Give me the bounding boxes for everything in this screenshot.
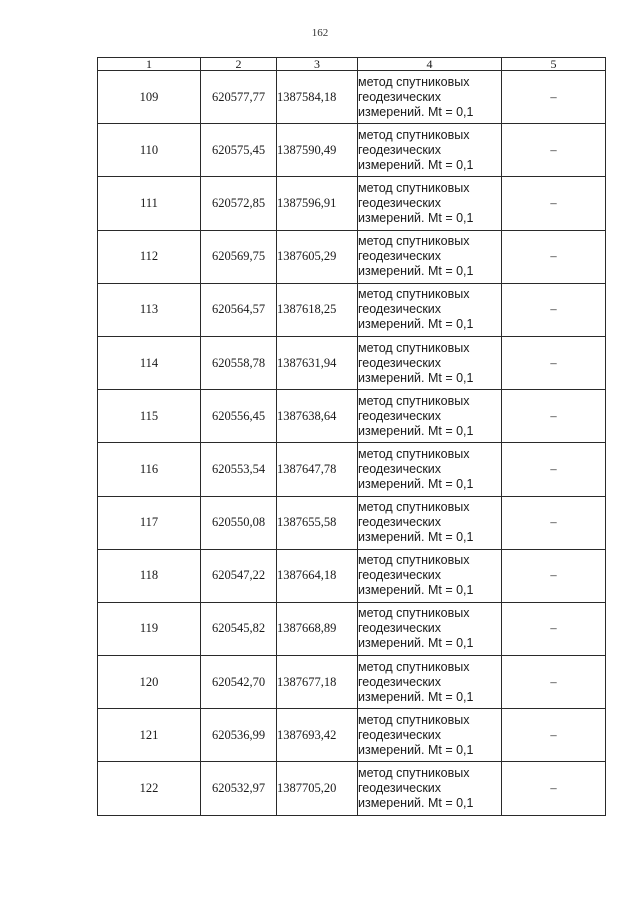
y-coordinate-cell: 1387618,25 — [277, 283, 358, 336]
method-cell — [358, 71, 502, 124]
x-coordinate-cell: 620542,70 — [201, 656, 277, 709]
table-row — [98, 656, 606, 709]
table-row — [98, 283, 606, 336]
method-line: геодезических — [358, 674, 442, 689]
table-row — [98, 602, 606, 655]
y-coordinate-cell: 1387605,29 — [277, 230, 358, 283]
method-line: измерений. Mt = 0,1 — [358, 636, 474, 651]
x-coordinate-cell: 620577,77 — [201, 71, 277, 124]
method-line: метод спутниковых — [358, 127, 470, 142]
header-cell-4: 4 — [358, 58, 502, 71]
x-coordinate-cell: 620553,54 — [201, 443, 277, 496]
method-line: метод спутниковых — [358, 340, 470, 355]
note-cell: – — [502, 709, 606, 762]
point-number-cell: 122 — [98, 762, 201, 815]
point-number-cell: 112 — [98, 230, 201, 283]
method-line: метод спутниковых — [358, 287, 470, 302]
table-row — [98, 124, 606, 177]
method-line: геодезических — [358, 302, 442, 317]
method-line: метод спутниковых — [358, 500, 470, 515]
method-line: измерений. Mt = 0,1 — [358, 796, 474, 811]
table-row — [98, 443, 606, 496]
header-cell-5: 5 — [502, 58, 606, 71]
method-cell — [358, 230, 502, 283]
y-coordinate-cell: 1387668,89 — [277, 602, 358, 655]
method-line: метод спутниковых — [358, 606, 470, 621]
method-line: метод спутниковых — [358, 393, 470, 408]
y-coordinate-cell: 1387590,49 — [277, 124, 358, 177]
x-coordinate-cell: 620556,45 — [201, 390, 277, 443]
note-cell: – — [502, 390, 606, 443]
y-coordinate-cell: 1387677,18 — [277, 656, 358, 709]
header-cell-1: 1 — [98, 58, 201, 71]
method-line: метод спутниковых — [358, 659, 470, 674]
x-coordinate-cell: 620550,08 — [201, 496, 277, 549]
method-cell — [358, 709, 502, 762]
method-line: измерений. Mt = 0,1 — [358, 264, 474, 279]
point-number-cell: 116 — [98, 443, 201, 496]
point-number-cell: 115 — [98, 390, 201, 443]
method-line: геодезических — [358, 89, 442, 104]
table-row — [98, 390, 606, 443]
table-row — [98, 549, 606, 602]
method-line: измерений. Mt = 0,1 — [358, 104, 474, 119]
method-line: метод спутниковых — [358, 553, 470, 568]
table-row — [98, 496, 606, 549]
point-number-cell: 110 — [98, 124, 201, 177]
note-cell: – — [502, 230, 606, 283]
method-line: измерений. Mt = 0,1 — [358, 157, 474, 172]
note-cell: – — [502, 443, 606, 496]
method-cell — [358, 762, 502, 815]
method-line: измерений. Mt = 0,1 — [358, 530, 474, 545]
point-number-cell: 111 — [98, 177, 201, 230]
table-row — [98, 762, 606, 815]
note-cell: – — [502, 71, 606, 124]
method-line: измерений. Mt = 0,1 — [358, 689, 474, 704]
point-number-cell: 114 — [98, 336, 201, 389]
method-cell — [358, 549, 502, 602]
y-coordinate-cell: 1387596,91 — [277, 177, 358, 230]
header-row — [98, 58, 606, 71]
method-line: измерений. Mt = 0,1 — [358, 476, 474, 491]
x-coordinate-cell: 620545,82 — [201, 602, 277, 655]
method-line: геодезических — [358, 408, 442, 423]
y-coordinate-cell: 1387584,18 — [277, 71, 358, 124]
point-number-cell: 121 — [98, 709, 201, 762]
y-coordinate-cell: 1387631,94 — [277, 336, 358, 389]
method-line: геодезических — [358, 142, 442, 157]
coordinates-table-body — [98, 58, 606, 816]
method-line: метод спутниковых — [358, 446, 470, 461]
point-number-cell: 117 — [98, 496, 201, 549]
method-line: измерений. Mt = 0,1 — [358, 210, 474, 225]
method-line: геодезических — [358, 461, 442, 476]
note-cell: – — [502, 762, 606, 815]
method-cell — [358, 124, 502, 177]
x-coordinate-cell: 620532,97 — [201, 762, 277, 815]
method-line: метод спутниковых — [358, 74, 470, 89]
method-line: геодезических — [358, 621, 442, 636]
note-cell: – — [502, 602, 606, 655]
table-row — [98, 709, 606, 762]
y-coordinate-cell: 1387664,18 — [277, 549, 358, 602]
method-line: геодезических — [358, 355, 442, 370]
table-row — [98, 177, 606, 230]
method-line: измерений. Mt = 0,1 — [358, 317, 474, 332]
x-coordinate-cell: 620572,85 — [201, 177, 277, 230]
method-line: метод спутниковых — [358, 234, 470, 249]
method-cell — [358, 283, 502, 336]
method-line: измерений. Mt = 0,1 — [358, 423, 474, 438]
coordinates-table — [97, 57, 606, 816]
point-number-cell: 118 — [98, 549, 201, 602]
method-line: геодезических — [358, 515, 442, 530]
point-number-cell: 109 — [98, 71, 201, 124]
y-coordinate-cell: 1387647,78 — [277, 443, 358, 496]
method-cell — [358, 443, 502, 496]
table-row — [98, 71, 606, 124]
y-coordinate-cell: 1387693,42 — [277, 709, 358, 762]
point-number-cell: 119 — [98, 602, 201, 655]
x-coordinate-cell: 620564,57 — [201, 283, 277, 336]
point-number-cell: 120 — [98, 656, 201, 709]
x-coordinate-cell: 620558,78 — [201, 336, 277, 389]
method-cell — [358, 602, 502, 655]
x-coordinate-cell: 620575,45 — [201, 124, 277, 177]
note-cell: – — [502, 124, 606, 177]
note-cell: – — [502, 336, 606, 389]
method-cell — [358, 390, 502, 443]
method-line: геодезических — [358, 249, 442, 264]
method-line: измерений. Mt = 0,1 — [358, 742, 474, 757]
note-cell: – — [502, 656, 606, 709]
method-cell — [358, 496, 502, 549]
method-line: метод спутниковых — [358, 180, 470, 195]
method-line: метод спутниковых — [358, 712, 470, 727]
note-cell: – — [502, 283, 606, 336]
note-cell: – — [502, 549, 606, 602]
header-cell-3: 3 — [277, 58, 358, 71]
x-coordinate-cell: 620569,75 — [201, 230, 277, 283]
point-number-cell: 113 — [98, 283, 201, 336]
y-coordinate-cell: 1387638,64 — [277, 390, 358, 443]
header-cell-2: 2 — [201, 58, 277, 71]
method-line: геодезических — [358, 727, 442, 742]
x-coordinate-cell: 620536,99 — [201, 709, 277, 762]
y-coordinate-cell: 1387705,20 — [277, 762, 358, 815]
y-coordinate-cell: 1387655,58 — [277, 496, 358, 549]
method-line: метод спутниковых — [358, 766, 470, 781]
method-cell — [358, 177, 502, 230]
method-line: измерений. Mt = 0,1 — [358, 370, 474, 385]
table-row — [98, 230, 606, 283]
x-coordinate-cell: 620547,22 — [201, 549, 277, 602]
method-line: измерений. Mt = 0,1 — [358, 583, 474, 598]
page-number: 162 — [311, 27, 329, 39]
method-line: геодезических — [358, 781, 442, 796]
method-line: геодезических — [358, 568, 442, 583]
method-cell — [358, 656, 502, 709]
method-line: геодезических — [358, 195, 442, 210]
note-cell: – — [502, 177, 606, 230]
method-cell — [358, 336, 502, 389]
note-cell: – — [502, 496, 606, 549]
table-row — [98, 336, 606, 389]
